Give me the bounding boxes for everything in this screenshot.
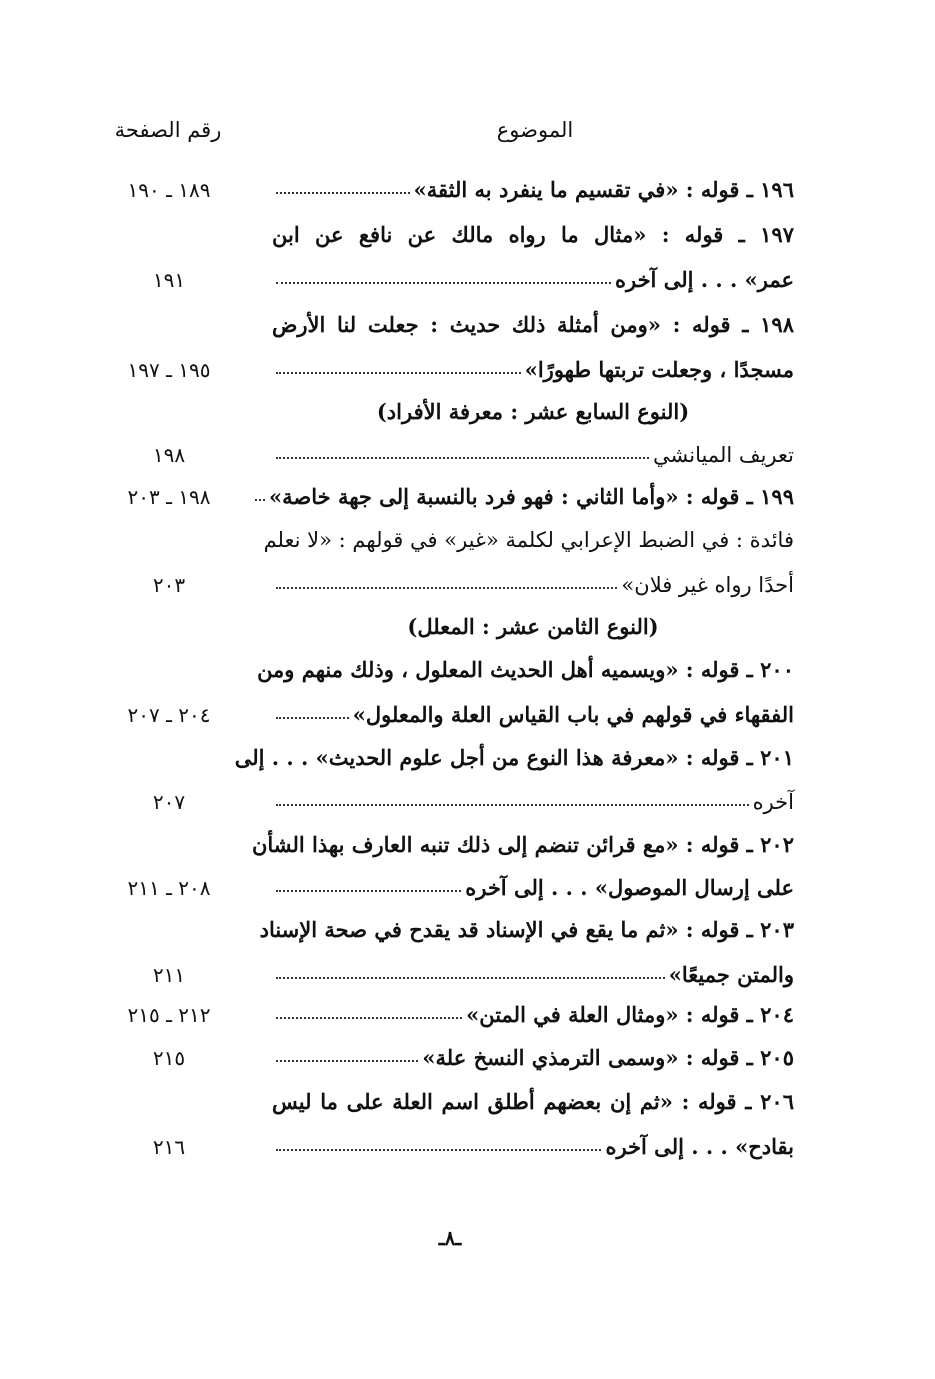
toc-entry-page: ٢٠٨ ـ ٢١١: [127, 876, 211, 900]
toc-entry-page: ٢٠٣: [152, 573, 186, 597]
toc-entry-text: ٢٠٦ ـ قوله : «ثم إن بعضهم أطلق اسم العلة على ما ليس: [272, 1089, 794, 1114]
section-heading: (النوع الثامن عشر : المعلل): [407, 614, 659, 639]
toc-entry-text: ١٩٨ ـ قوله : «ومن أمثلة ذلك حديث : جعلت لنا الأرض: [272, 312, 794, 337]
toc-entry-page: ١٩٨ ـ ٢٠٣: [127, 485, 211, 509]
toc-entry-page: ١٨٩ ـ ١٩٠: [127, 178, 211, 202]
toc-entry-text: الفقهاء في قولهم في باب القياس العلة والمعلول»: [272, 685, 794, 727]
toc-entry-text: أحدًا رواه غير فلان»: [272, 555, 794, 597]
toc-entry-text: عمر» . . . إلى آخره: [272, 250, 794, 292]
toc-entry-text: ٢٠٢ ـ قوله : «مع قرائن تنضم إلى ذلك تنبه العارف بهذا الشأن: [251, 832, 794, 857]
toc-entry-text: ٢٠٠ ـ قوله : «ويسميه أهل الحديث المعلول ، وذلك منهم ومن: [257, 657, 794, 682]
toc-entry-text: فائدة : في الضبط الإعرابي لكلمة «غير» في قولهم : «لا نعلم: [263, 528, 794, 552]
toc-entry-text: بقادح» . . . إلى آخره: [272, 1117, 794, 1159]
toc-entry-text: والمتن جميعًا»: [272, 945, 794, 987]
section-heading: (النوع السابع عشر : معرفة الأفراد): [376, 399, 690, 424]
toc-entry-page: ٢٠٧: [152, 790, 186, 814]
page-number: ـ٨ـ: [438, 1226, 462, 1250]
toc-entry-text: ٢٠١ ـ قوله : «معرفة هذا النوع من أجل علوم الحديث» . . . إلى: [234, 745, 794, 770]
topic-column-header: الموضوع: [496, 118, 574, 142]
toc-entry-text: ١٩٩ ـ قوله : «وأما الثاني : فهو فرد بالنسبة إلى جهة خاصة»: [272, 467, 794, 509]
toc-entry-page: ٢١١: [152, 963, 186, 987]
toc-entry-text: تعريف الميانشي: [272, 425, 794, 467]
toc-entry-text: آخره: [272, 772, 794, 814]
toc-entry-page: ٢١٥: [152, 1046, 186, 1070]
toc-entry-page: ١٩٨: [152, 443, 186, 467]
toc-entry-page: ١٩٥ ـ ١٩٧: [127, 358, 211, 382]
page-column-header: رقم الصفحة: [114, 118, 222, 142]
toc-entry-page: ٢١٢ ـ ٢١٥: [127, 1003, 211, 1027]
toc-entry-text: مسجدًا ، وجعلت تربتها طهورًا»: [272, 340, 794, 382]
toc-entry-page: ١٩١: [152, 268, 186, 292]
toc-entry-page: ٢٠٤ ـ ٢٠٧: [127, 703, 211, 727]
toc-entry-text: ٢٠٥ ـ قوله : «وسمى الترمذي النسخ علة»: [272, 1028, 794, 1070]
toc-entry-text: ١٩٧ ـ قوله : «مثال ما رواه مالك عن نافع عن ابن: [272, 222, 794, 247]
toc-entry-page: ٢١٦: [152, 1135, 186, 1159]
toc-entry-text: ١٩٦ ـ قوله : «في تقسيم ما ينفرد به الثقة»: [272, 160, 794, 202]
toc-entry-text: ٢٠٣ ـ قوله : «ثم ما يقع في الإسناد قد يقدح في صحة الإسناد: [259, 917, 794, 942]
toc-entry-text: ٢٠٤ ـ قوله : «ومثال العلة في المتن»: [272, 985, 794, 1027]
toc-entry-text: على إرسال الموصول» . . . إلى آخره: [272, 858, 794, 900]
